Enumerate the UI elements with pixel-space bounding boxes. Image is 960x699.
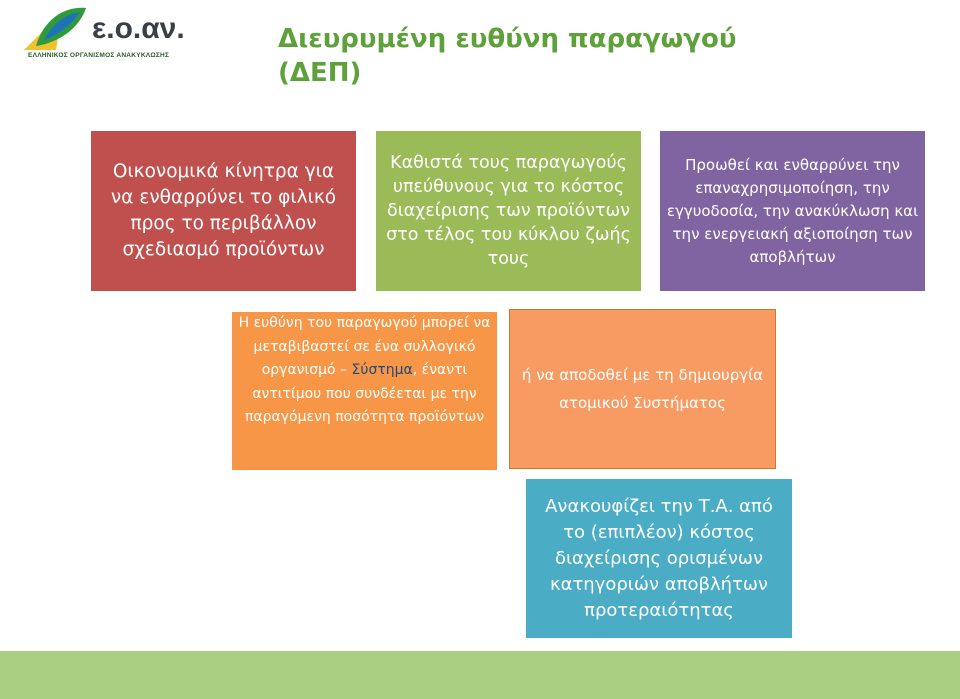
box-individual-system (509, 309, 776, 469)
box-local-authority-relief (526, 479, 792, 638)
title-line-2: (ΔΕΠ) (278, 58, 362, 88)
box-producer-responsibility-text: Καθιστά τους παραγωγούς υπεύθυνους για το κόστος διαχείρισης των προϊόντων στο τέλος του κύκλου ζωής τους (386, 153, 631, 269)
box-collective-transfer (232, 312, 497, 470)
footer-bar (0, 651, 960, 699)
box-promotes-reuse-text: Προωθεί και ενθαρρύνει την επαναχρησιμοποίηση, την εγγυοδοσία, την ανακύκλωση και την ενεργειακή αξιοποίηση των αποβλήτων (666, 155, 919, 266)
box-individual-system-text: ή να αποδοθεί με τη δημιουργία ατομικού Συστήματος (521, 366, 764, 412)
box-producer-responsibility (376, 131, 641, 291)
logo-emblem-icon (22, 6, 92, 52)
box-local-authority-relief-text: Ανακουφίζει την Τ.Α. από το (επιπλέον) κόστος διαχείρισης ορισμένων κατηγοριών αποβλήτων προτεραιότητας (545, 495, 773, 621)
box-financial-incentives (91, 131, 356, 291)
transfer-text-before: Η ευθύνη του παραγωγού μπορεί να μεταβιβαστεί σε ένα συλλογικό οργανισμό – (238, 315, 491, 378)
box-promotes-reuse (660, 131, 925, 291)
logo-subtitle: ΕΛΛΗΝΙΚΟΣ ΟΡΓΑΝΙΣΜΟΣ ΑΝΑΚΥΚΛΩΣΗΣ (28, 52, 170, 59)
transfer-system-highlight: Σύστημα (351, 362, 413, 378)
transfer-text-after: , έναντι αντιτίμου που συνδέεται με την παραγόμενη ποσότητα προϊόντων (244, 362, 485, 425)
box-financial-incentives-text: Οικονομικά κίνητρα για να ενθαρρύνει το φιλικό προς το περιβάλλον σχεδιασμό προϊόντων (110, 161, 337, 260)
page-title (278, 22, 878, 90)
box-collective-transfer-text (238, 312, 491, 430)
eoan-logo (22, 6, 222, 66)
title-line-1: Διευρυμένη ευθύνη παραγωγού (278, 24, 737, 54)
logo-name: ε.ο.αν. (92, 12, 185, 45)
